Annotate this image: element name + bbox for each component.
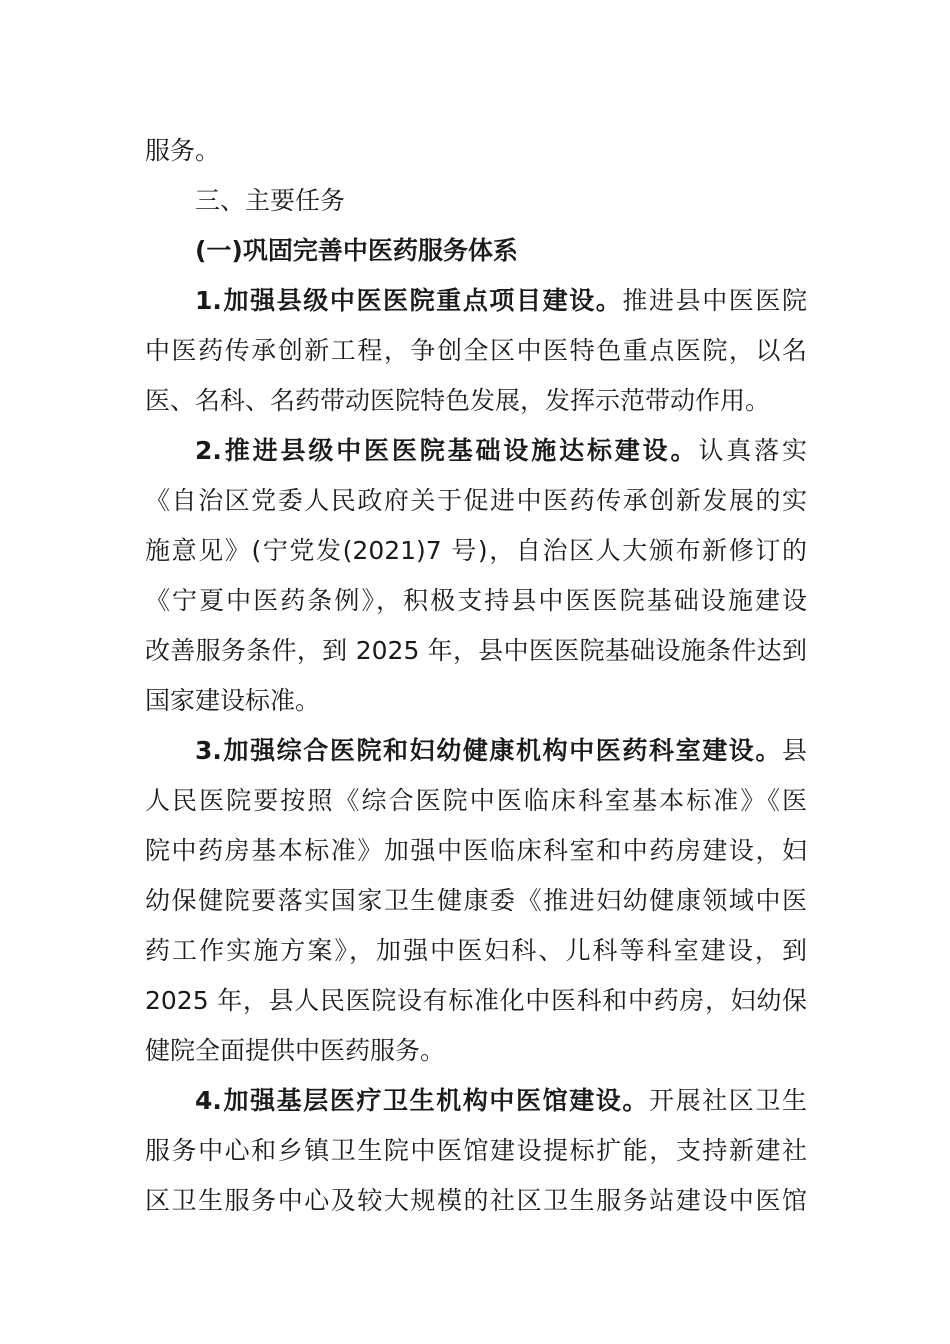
text-line: 改善服务条件，到 2025 年，县中医医院基础设施条件达到 (145, 636, 807, 665)
item-3-heading-line: 3.加强综合医院和妇幼健康机构中医药科室建设。县 (195, 736, 807, 765)
text-line: 2025 年，县人民医院设有标准化中医科和中药房，妇幼保 (145, 986, 807, 1015)
text-line: 国家建设标准。 (145, 686, 321, 715)
text-line: 服务。 (145, 136, 221, 165)
text-line: 医、名科、名药带动医院特色发展，发挥示范带动作用。 (145, 386, 771, 415)
text-line: 院中药房基本标准》加强中医临床科室和中药房建设，妇 (145, 836, 807, 865)
section-heading: 三、主要任务 (195, 186, 346, 215)
item-2-heading-line: 2.推进县级中医医院基础设施达标建设。认真落实 (195, 436, 807, 465)
item-1-heading-line: 1.加强县级中医医院重点项目建设。推进县中医医院 (195, 286, 807, 315)
text-line: 施意见》(宁党发(2021)7 号)，自治区人大颁布新修订的 (145, 536, 807, 565)
text-line: 《宁夏中医药条例》，积极支持县中医医院基础设施建设 (145, 586, 807, 615)
text-line: 健院全面提供中医药服务。 (145, 1036, 446, 1065)
text-line: 药工作实施方案》，加强中医妇科、儿科等科室建设，到 (145, 936, 807, 965)
text-line: 《自治区党委人民政府关于促进中医药传承创新发展的实 (145, 486, 807, 515)
text-line: 幼保健院要落实国家卫生健康委《推进妇幼健康领域中医 (145, 886, 807, 915)
text-line: 区卫生服务中心及较大规模的社区卫生服务站建设中医馆 (145, 1186, 807, 1215)
item-4-heading-line: 4.加强基层医疗卫生机构中医馆建设。开展社区卫生 (195, 1086, 807, 1115)
text-line: 中医药传承创新工程，争创全区中医特色重点医院，以名 (145, 336, 807, 365)
text-line: 服务中心和乡镇卫生院中医馆建设提标扩能，支持新建社 (145, 1136, 807, 1165)
text-line: 人民医院要按照《综合医院中医临床科室基本标准》《医 (145, 786, 807, 815)
subsection-heading: (一)巩固完善中医药服务体系 (195, 236, 518, 265)
